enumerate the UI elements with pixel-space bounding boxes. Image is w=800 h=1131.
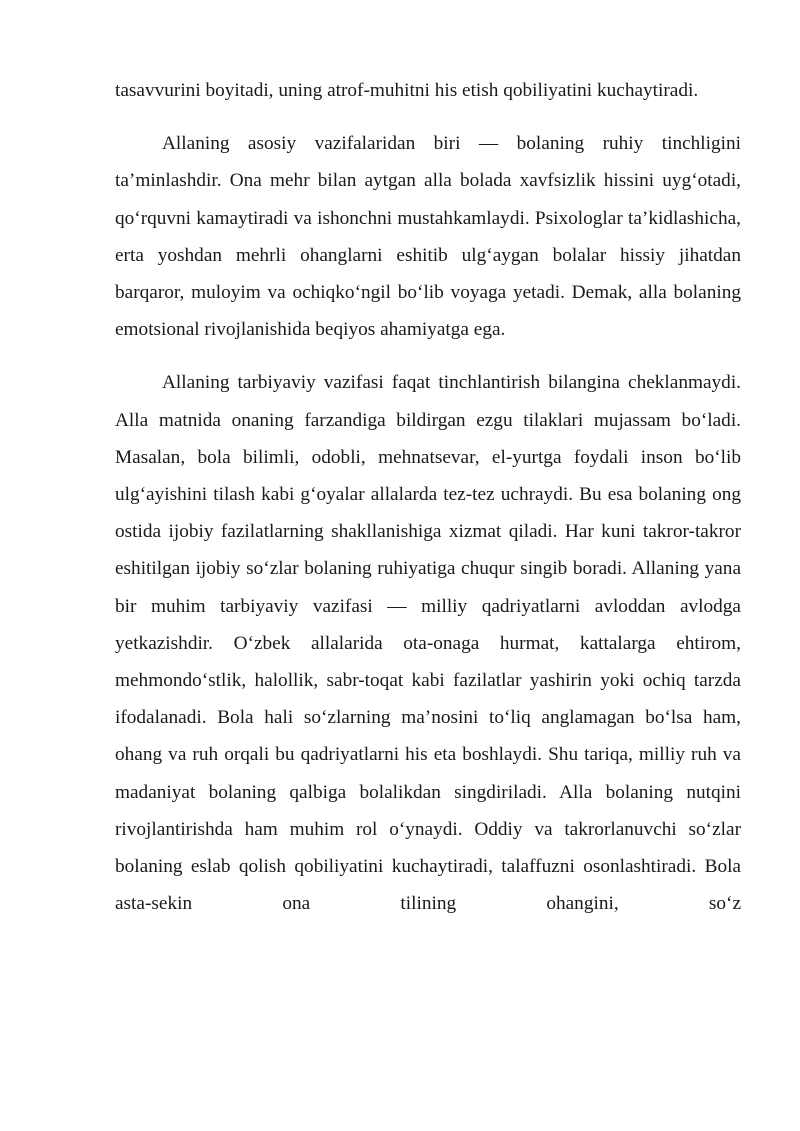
paragraph-educational-role: Allaning tarbiyaviy vazifasi faqat tinchlantirish bilangina cheklanmaydi. Alla matnida onaning farzandiga bildirgan ezgu tilaklari mujassam bo‘ladi. Masalan, bola bilimli, odobli, mehnatsevar, el-yurtga foydali inson bo‘lib ulg‘ayishini tilash kabi g‘oyalar allalarda tez-tez uchraydi. Bu esa bolaning ong ostida ijobiy fazilatlarning shakllanishiga xizmat qiladi. Har kuni takror-takror eshitilgan ijobiy so‘zlar bolaning ruhiyatiga chuqur singib boradi. Allaning yana bir muhim tarbiyaviy vazifasi — milliy qadriyatlarni avloddan avlodga yetkazishdir. O‘zbek allalarida ota-onaga hurmat, kattalarga ehtirom, mehmondo‘stlik, halollik, sabr-toqat kabi fazilatlar yashirin yoki ochiq tarzda ifodalanadi. Bola hali so‘zlarning ma’nosini to‘liq anglamagan bo‘lsa ham, ohang va ruh orqali bu qadriyatlarni his eta boshlaydi. Shu tariqa, milliy ruh va madaniyat bolaning qalbiga bolalikdan singdiriladi. Alla bolaning nutqini rivojlantirishda ham muhim rol o‘ynaydi. Oddiy va takrorlanuvchi so‘zlar bolaning eslab qolish qobiliyatini kuchaytiradi, talaffuzni osonlashtiradi. Bola asta-sekin ona tilining ohangini, so‘z bbox=[115, 372, 741, 915]
paragraph-emotional-role: Allaning asosiy vazifalaridan biri — bolaning ruhiy tinchligini ta’minlashdir. Ona mehr bilan aytgan alla bolada xavfsizlik hissini uyg‘otadi, qo‘rquvni kamaytiradi va ishonchni mustahkamlaydi. Psixologlar ta’kidlashicha, erta yoshdan mehrli ohanglarni eshitib ulg‘aygan bolalar hissiy jihatdan barqaror, muloyim va ochiqko‘ngil bo‘lib voyaga yetadi. Demak, alla bolaning emotsional rivojlanishida beqiyos ahamiyatga ega. bbox=[115, 133, 741, 341]
paragraph-continuation: tasavvurini boyitadi, uning atrof-muhitni his etish qobiliyatini kuchaytiradi. bbox=[115, 80, 699, 101]
document-page bbox=[115, 72, 741, 938]
